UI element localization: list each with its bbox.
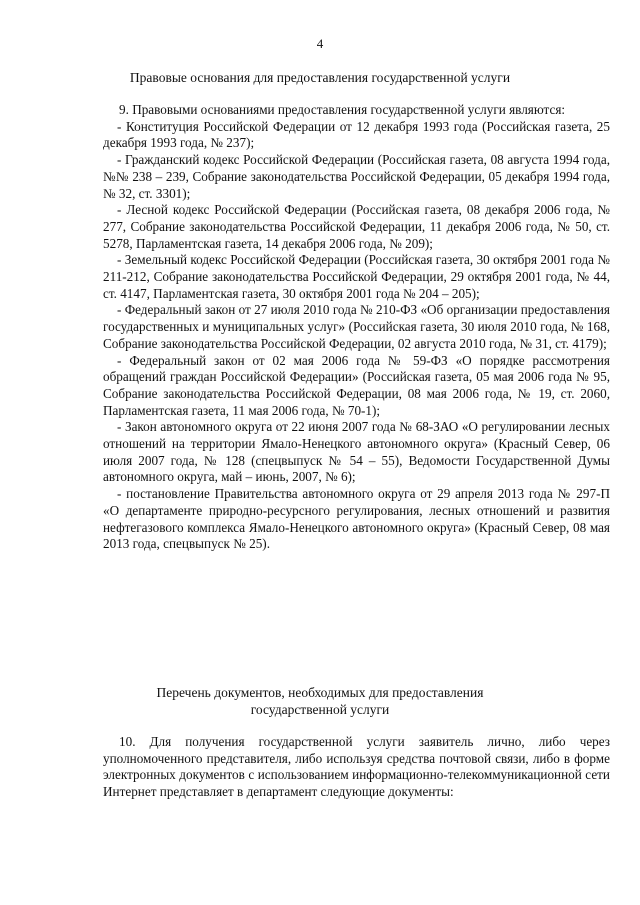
- legal-item-land-code: - Земельный кодекс Российской Федерации (Российская газета, 30 октября 2001 года № 211-212, Собрание законодательства Российской Федерации, 29 октября 2001 года, № 44, ст. 4147, Парламентская газета, 30 октября 2001 года № 204 – 205);: [103, 252, 610, 301]
- legal-item-constitution: - Конституция Российской Федерации от 12 декабря 1993 года (Российская газета, 25 декабря 1993 года, № 237);: [103, 118, 610, 151]
- legal-grounds-list: [103, 102, 610, 553]
- legal-item-federal-law-210: - Федеральный закон от 27 июля 2010 года № 210-ФЗ «Об организации предоставления государственных и муниципальных услуг» (Российская газета, 30 июля 2010 года, № 168, Собрание законодательства Российской Федерации, 02 августа 2010 года, № 31, ст. 4179);: [103, 302, 610, 351]
- section-title-documents: [0, 684, 640, 718]
- legal-item-forest-code: - Лесной кодекс Российской Федерации (Российская газета, 08 декабря 2006 года, № 277, Собрание законодательства Российской Федерации, 11 декабря 2006 года, № 50, ст. 5278, Парламентская газета, 14 декабря 2006 года, № 209);: [103, 202, 610, 251]
- page-number: 4: [316, 36, 324, 51]
- documents-paragraph: 10. Для получения государственной услуги заявитель лично, либо через уполномоченного представителя, либо используя средства почтовой связи, либо в форме электронных документов с использованием информационно-телекоммуникационной сети Интернет представляет в департамент следующие документы:: [103, 734, 610, 800]
- legal-grounds-intro: 9. Правовыми основаниями предоставления государственной услуги являются:: [119, 102, 566, 117]
- legal-item-civil-code: - Гражданский кодекс Российской Федерации (Российская газета, 08 августа 1994 года, №№ 238 – 239, Собрание законодательства Российской Федерации, 05 декабря 1994 года, № 32, ст. 3301);: [103, 152, 610, 201]
- legal-item-resolution-297: - постановление Правительства автономного округа от 29 апреля 2013 года № 297-П «О департаменте природно-ресурсного регулирования, лесных отношений и развития нефтегазового комплекса Ямало-Ненецкого автономного округа» (Красный Север, 08 мая 2013 года, спецвыпуск № 25).: [103, 486, 610, 552]
- legal-item-regional-law-68: - Закон автономного округа от 22 июня 2007 года № 68-ЗАО «О регулировании лесных отношений на территории Ямало-Ненецкого автономного округа» (Красный Север, 06 июля 2007 года, № 128 (спецвыпуск № 54 – 55), Ведомости Государственной Думы автономного округа, май – июнь, 2007, № 6);: [103, 419, 610, 485]
- legal-item-federal-law-59: - Федеральный закон от 02 мая 2006 года № 59-ФЗ «О порядке рассмотрения обращений граждан Российской Федерации» (Российская газета, 05 мая 2006 года № 95, Собрание законодательства Российской Федерации, 08 мая 2006 года, № 19, ст. 2060, Парламентская газета, 11 мая 2006 года, № 70-1);: [103, 352, 610, 418]
- documents-paragraph-block: [103, 734, 610, 801]
- section-title-legal-grounds: Правовые основания для предоставления государственной услуги: [129, 70, 511, 85]
- section-title-documents-line-1: Перечень документов, необходимых для предоставления: [156, 685, 484, 700]
- section-title-documents-line-2: государственной услуги: [250, 702, 390, 717]
